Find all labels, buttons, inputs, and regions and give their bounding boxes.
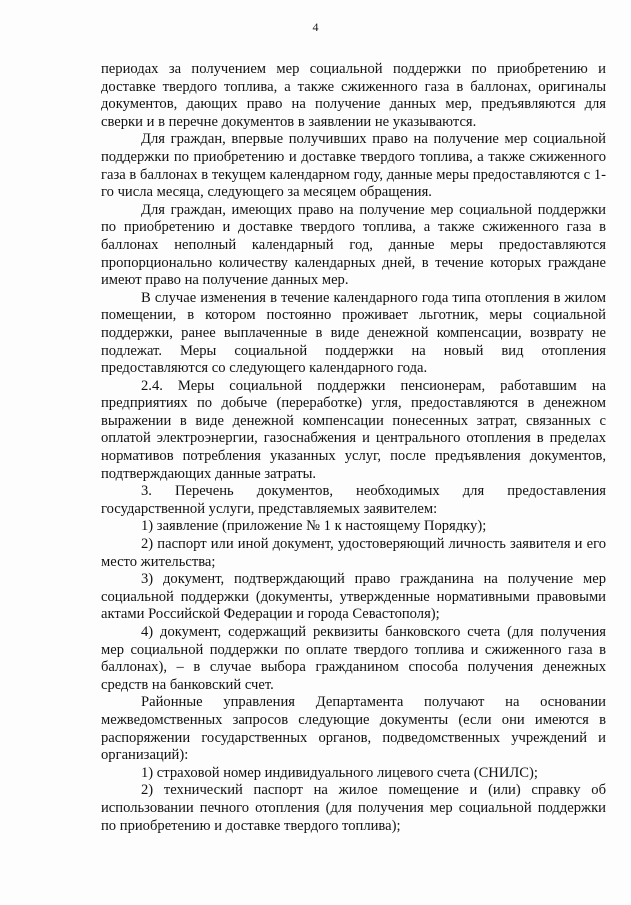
list-item-entitlement-document: 3) документ, подтверждающий право гражданина на получение мер социальной поддержки (документы, утвержденные нормативными правовыми актами Российской Федерации и города Севастополя); bbox=[101, 571, 606, 623]
list-item-bank-details: 4) документ, содержащий реквизиты банковского счета (для получения мер социальной поддержки по оплате твердого топлива и сжиженного газа в баллонах), – в случае выбора гражданином способа получения денежных средств на банковский счет. bbox=[101, 624, 606, 693]
paragraph-interagency-requests: Районные управления Департамента получают на основании межведомственных запросов следующие документы (если они имеются в распоряжении государственных органов, подведомственных учреждений и организаций): bbox=[101, 694, 606, 764]
paragraph-partial-year: Для граждан, имеющих право на получение мер социальной поддержки по приобретению и доставке твердого топлива, а также сжиженного газа в баллонах неполный календарный год, данные меры предоставляются пропорционально количеству календарных дней, в течение которых граждане имеют право на получение данных мер. bbox=[101, 201, 606, 289]
document-body bbox=[101, 61, 606, 835]
paragraph-first-time-recipients: Для граждан, впервые получивших право на получение мер социальной поддержки по приобретению и доставке твердого топлива, а также сжиженного газа в баллонах в текущем календарном году, данные меры предоставляются с 1-го числа месяца, следующего за месяцем обращения. bbox=[101, 131, 606, 201]
list-item-application: 1) заявление (приложение № 1 к настоящему Порядку); bbox=[141, 518, 487, 535]
paragraph-continuation: периодах за получением мер социальной поддержки по приобретению и доставке твердого топлива, а также сжиженного газа в баллонах, оригиналы документов, дающих право на получение данных мер, предъявляются для сверки и в перечне документов в заявлении не указываются. bbox=[101, 61, 606, 130]
list-item-technical-passport: 2) технический паспорт на жилое помещение и (или) справку об использовании печного отопления (для получения мер социальной поддержки по приобретению и доставке твердого топлива); bbox=[101, 782, 606, 834]
paragraph-heating-change: В случае изменения в течение календарного года типа отопления в жилом помещении, в котором постоянно проживает льготник, меры социальной поддержки, ранее выплаченные в виде денежной компенсации, возврату не подлежат. Меры социальной поддержки на новый вид отопления предоставляются со следующего календарного года. bbox=[101, 289, 606, 377]
page-number: 4 bbox=[312, 20, 319, 34]
list-item-snils: 1) страховой номер индивидуального лицевого счета (СНИЛС); bbox=[141, 764, 538, 781]
list-item-passport: 2) паспорт или иной документ, удостоверяющий личность заявителя и его место жительства; bbox=[101, 536, 606, 570]
paragraph-section-2-4: 2.4. Меры социальной поддержки пенсионерам, работавшим на предприятиях по добыче (переработке) угля, предоставляются в денежном выражении в виде денежной компенсации понесенных затрат, связанных с оплатой электроэнергии, газоснабжения и центрального отопления в пределах нормативов потребления указанных услуг, после предъявления документов, подтверждающих данные затраты. bbox=[101, 377, 606, 482]
paragraph-section-3: 3. Перечень документов, необходимых для предоставления государственной услуги, представляемых заявителем: bbox=[101, 483, 606, 517]
